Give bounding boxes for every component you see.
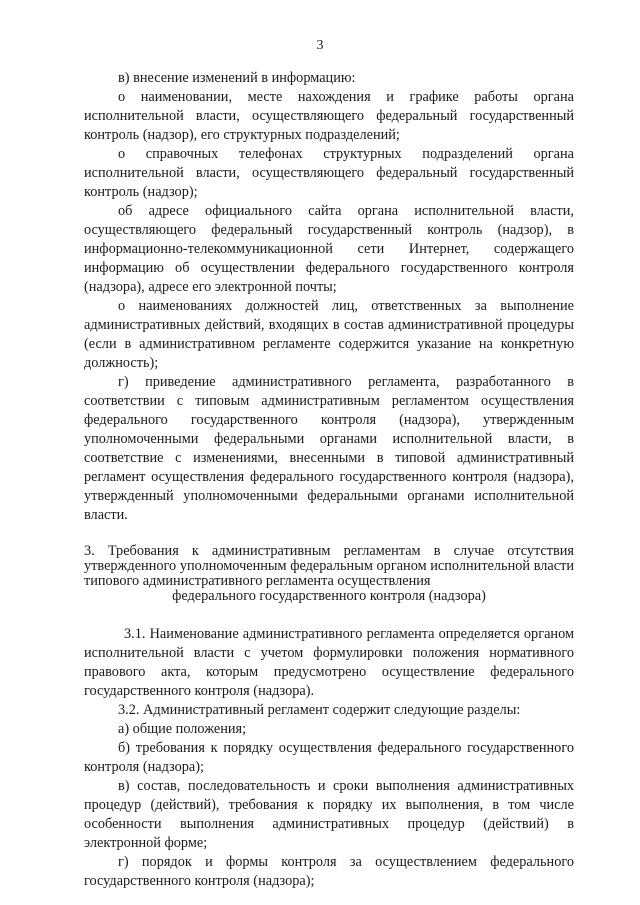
paragraph: о наименовании, месте нахождения и графике работы органа исполнительной власти, осуществляющего федеральный государственный контроль (надзор), его структурных подразделений; [84,89,574,143]
section-heading-text: 3. Требования к административным регламентам в случае отсутствия утвержденного уполномоченным федеральным органом исполнительной власти типового административного регламента осуществления [84,543,574,589]
paragraph: о наименованиях должностей лиц, ответственных за выполнение административных действий, входящих в состав административной процедуры (если в административном регламенте содержится указание на конкретную должность); [84,298,574,371]
section-heading-last-line: федерального государственного контроля (надзора) [172,588,486,604]
paragraph: 3.1. Наименование административного регламента определяется органом исполнительной власти с учетом формулировки положения нормативного правового акта, которым предусмотрено осуществление федерального государственного контроля (надзора). [84,626,574,699]
paragraph: в) внесение изменений в информацию: [118,70,356,86]
page-number: 3 [316,38,324,53]
paragraph: 3.2. Административный регламент содержит следующие разделы: [118,702,521,718]
paragraph: о справочных телефонах структурных подразделений органа исполнительной власти, осуществляющего федеральный государственный контроль (надзор); [84,146,574,200]
paragraph: об адресе официального сайта органа исполнительной власти, осуществляющего федеральный государственный контроль (надзор), в информационно-телекоммуникационной сети Интернет, содержащего информацию об осуществлении федерального государственного контроля (надзора), адресе его электронной почты; [84,203,574,295]
document-body [84,69,574,891]
paragraph: г) порядок и формы контроля за осуществлением федерального государственного контроля (надзора); [84,854,574,889]
paragraph: б) требования к порядку осуществления федерального государственного контроля (надзора); [84,740,574,775]
section-heading [84,544,574,604]
paragraph: г) приведение административного регламента, разработанного в соответствии с типовым административным регламентом осуществления федерального государственного контроля (надзора), утвержденным уполномоченными федеральными органами исполнительной власти, в соответствие с изменениями, внесенными в типовой административный регламент осуществления федерального государственного контроля (надзора), утвержденный уполномоченными федеральными органами исполнительной власти. [84,374,574,523]
paragraph: в) состав, последовательность и сроки выполнения административных процедур (действий), требования к порядку их выполнения, в том числе особенности выполнения административных процедур (действий) в электронной форме; [84,778,574,851]
paragraph: а) общие положения; [118,721,247,737]
